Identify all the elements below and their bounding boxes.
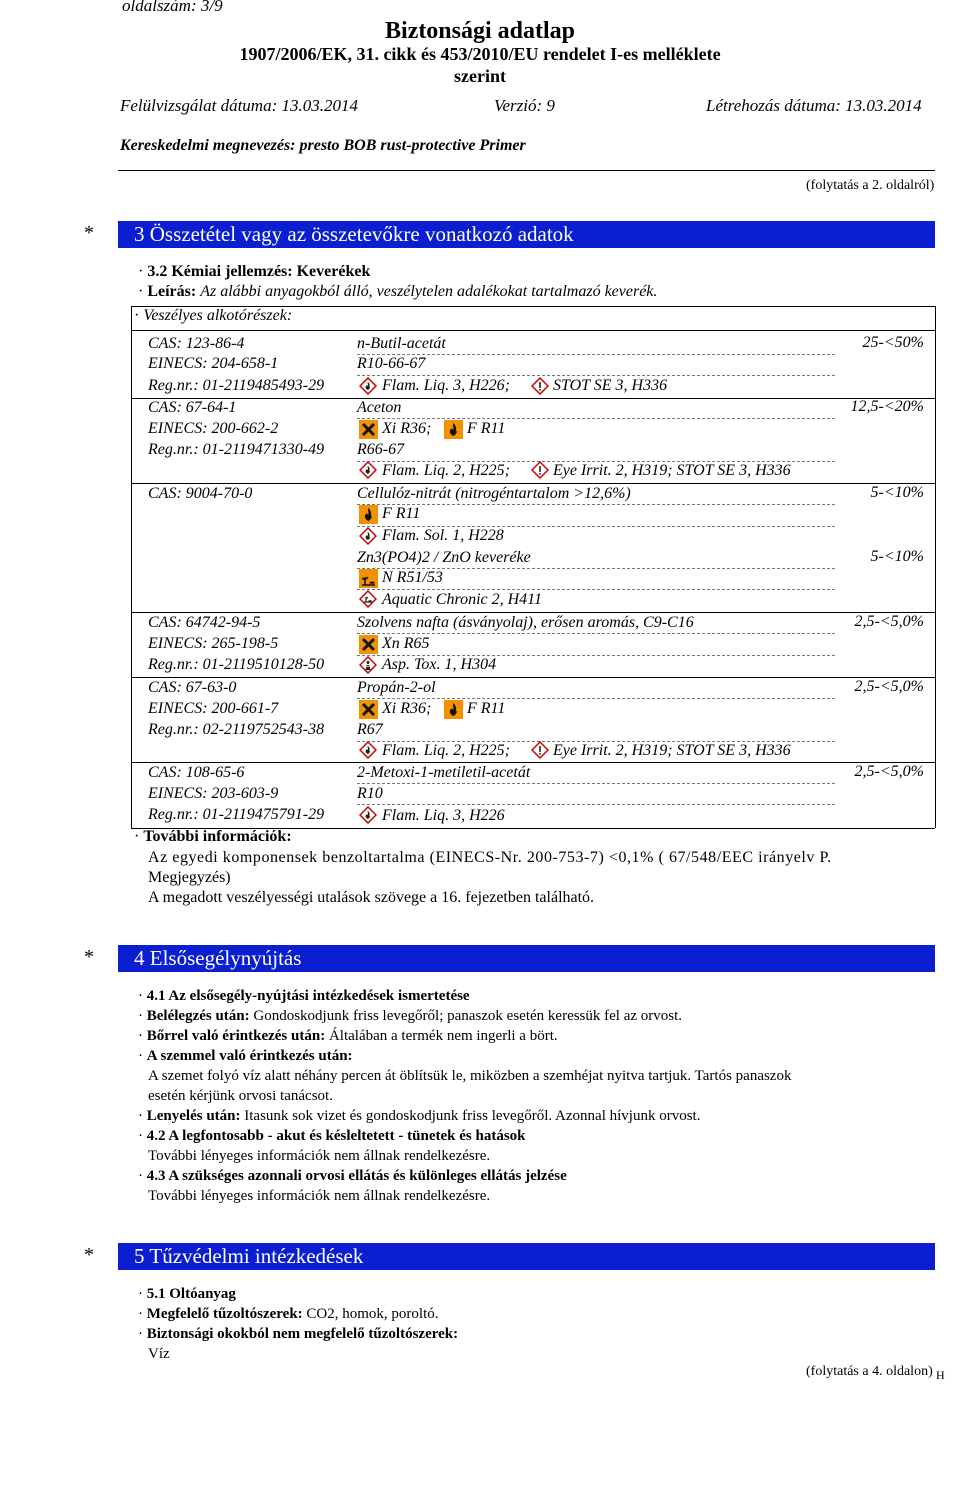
- s4-line-4: · A szemmel való érintkezés után:: [138, 1048, 353, 1064]
- s4-line-1: · 4.1 Az elsősegély-nyújtási intézkedések ismertetése: [138, 988, 470, 1004]
- row-5-clp: Asp. Tox. 1, H304: [382, 656, 497, 673]
- row-2-clp: Flam. Liq. 2, H225;: [382, 462, 510, 479]
- row-1-clp: Flam. Liq. 3, H226;: [382, 377, 510, 394]
- ingestion-label: Lenyelés után:: [146, 1108, 241, 1124]
- row-2-einecs: EINECS: 200-662-2: [148, 420, 279, 437]
- continued-to: (folytatás a 4. oldalon): [806, 1364, 933, 1379]
- row-4-name: Zn3(PO4)2 / ZnO keveréke: [357, 549, 531, 566]
- row-5-rule: [131, 677, 935, 678]
- environment-n-icon: [359, 569, 378, 588]
- flammable-f-icon: [359, 505, 378, 524]
- further-info-line: · További információk:: [134, 828, 292, 845]
- hazardous-label-line: · Veszélyes alkotórészek:: [134, 307, 293, 324]
- row-5-percent: 2,5-<5,0%: [854, 613, 924, 630]
- section-4-title: 4 Elsősegélynyújtás: [134, 946, 302, 970]
- row-2-regnr: Reg.nr.: 01-2119471330-49: [148, 441, 325, 458]
- section-5-title: 5 Tűzvédelmi intézkedések: [134, 1244, 364, 1268]
- row-2-dsd3: R66-67: [357, 441, 405, 458]
- s4-line-2: · Belélegzés után: Gondoskodjunk friss levegőről; panaszok esetén keressük fel az orvost.: [138, 1008, 683, 1024]
- inhalation-label: Belélegzés után:: [146, 1008, 250, 1024]
- row-7-sep2: [357, 804, 835, 805]
- page-number: oldalszám: 3/9: [122, 0, 223, 15]
- harmful-x-icon: [359, 420, 378, 439]
- inhalation-text: Gondoskodjunk friss levegőről; panaszok esetén keressük fel az orvost.: [253, 1008, 683, 1024]
- row-1-regnr: Reg.nr.: 01-2119485493-29: [148, 377, 325, 394]
- row-2-dsd2: F R11: [467, 420, 506, 437]
- s4-line-7: · 4.3 A szükséges azonnali orvosi ellátás és különleges ellátás jelzése: [138, 1168, 567, 1184]
- s4-line-6: · 4.2 A legfontosabb - akut és késleltetett - tünetek és hatások: [138, 1128, 526, 1144]
- exclamation-icon: [531, 377, 549, 395]
- flammable-f-icon: [444, 700, 463, 719]
- eye-label: A szemmel való érintkezés után:: [146, 1048, 353, 1064]
- continued-from: (folytatás a 2. oldalról): [806, 178, 935, 193]
- table-header-rule: [131, 330, 935, 331]
- row-5-dsd: Xn R65: [382, 635, 430, 652]
- row-7-sep: [357, 783, 835, 784]
- s4-heading-41: 4.1 Az elsősegély-nyújtási intézkedések ismertetése: [146, 988, 470, 1004]
- s4-text-43: További lényeges információk nem állnak rendelkezésre.: [148, 1188, 491, 1204]
- suitable-media-text: CO2, homok, poroltó.: [306, 1306, 439, 1322]
- description-label: Leírás:: [147, 283, 197, 300]
- skin-label: Bőrrel való érintkezés után:: [146, 1028, 326, 1044]
- row-6-dsd2: F R11: [467, 700, 506, 717]
- row-4-percent: 5-<10%: [870, 548, 924, 565]
- footer-mark: H: [936, 1368, 945, 1382]
- flame-icon: [359, 741, 377, 759]
- version: Verzió: 9: [494, 96, 555, 115]
- chem-char-label: 3.2 Kémiai jellemzés: Keverékek: [147, 263, 371, 280]
- row-6-dsd1: Xi R36;: [382, 700, 432, 717]
- document-title: Biztonsági adatlap: [384, 18, 576, 44]
- row-6-name: Propán-2-ol: [357, 679, 436, 696]
- row-6-rule: [131, 762, 935, 763]
- row-7-name: 2-Metoxi-1-metiletil-acetát: [357, 764, 531, 781]
- row-7-clp: Flam. Liq. 3, H226: [382, 807, 505, 824]
- row-2-clp2: Eye Irrit. 2, H319; STOT SE 3, H336: [553, 462, 791, 479]
- row-1-dsd: R10-66-67: [357, 355, 426, 372]
- flame-icon: [359, 806, 377, 824]
- row-3-clp: Flam. Sol. 1, H228: [382, 527, 504, 544]
- further-info-text-1: Az egyedi komponensek benzoltartalma (EINECS-Nr. 200-753-7) <0,1% ( 67/548/EEC irányelv P.: [148, 849, 832, 866]
- s5-line-2: · Megfelelő tűzoltószerek: CO2, homok, poroltó.: [138, 1306, 439, 1322]
- row-5-cas: CAS: 64742-94-5: [148, 614, 261, 631]
- flame-icon: [359, 527, 377, 545]
- trade-name: Kereskedelmi megnevezés: presto BOB rust-protective Primer: [120, 137, 526, 154]
- section-3-bar: [118, 221, 935, 248]
- harmful-x-icon: [359, 700, 378, 719]
- flammable-f-icon: [444, 420, 463, 439]
- further-info-text-2: Megjegyzés): [148, 869, 231, 886]
- row-1-einecs: EINECS: 204-658-1: [148, 355, 279, 372]
- row-4-clp: Aquatic Chronic 2, H411: [382, 591, 542, 608]
- row-2-percent: 12,5-<20%: [850, 398, 924, 415]
- row-1-name: n-Butil-acetát: [357, 335, 446, 352]
- row-6-dsd3: R67: [357, 721, 383, 738]
- revision-marker: *: [84, 946, 94, 968]
- row-2-name: Aceton: [357, 399, 402, 416]
- row-6-clp2: Eye Irrit. 2, H319; STOT SE 3, H336: [553, 742, 791, 759]
- row-3-name: Cellulóz-nitrát (nitrogéntartalom >12,6%): [357, 485, 631, 502]
- row-3-dsd: F R11: [382, 505, 421, 522]
- row-3-percent: 5-<10%: [870, 484, 924, 501]
- revision-marker: *: [84, 1244, 94, 1266]
- row-5-einecs: EINECS: 265-198-5: [148, 635, 279, 652]
- eye-text-1: A szemet folyó víz alatt néhány percen át öblítsük le, miközben a szemhéjat nyitva tartjuk. Tartós panaszok: [148, 1068, 792, 1084]
- regulation-szerint: szerint: [454, 66, 506, 86]
- row-5-regnr: Reg.nr.: 01-2119510128-50: [148, 656, 325, 673]
- s4-line-3: · Bőrrel való érintkezés után: Általában a termék nem ingerli a bört.: [138, 1028, 558, 1044]
- row-2-cas: CAS: 67-64-1: [148, 399, 237, 416]
- environment-icon: [359, 590, 377, 608]
- chem-char-line: · 3.2 Kémiai jellemzés: Keverékek: [138, 263, 371, 280]
- table-left-rule: [131, 306, 132, 828]
- s4-heading-42: 4.2 A legfontosabb - akut és késleltetett - tünetek és hatások: [146, 1128, 526, 1144]
- skin-text: Általában a termék nem ingerli a bört.: [328, 1028, 558, 1044]
- header-rule: [118, 170, 935, 171]
- row-6-percent: 2,5-<5,0%: [854, 678, 924, 695]
- row-3-sep: [357, 504, 835, 505]
- regulation-line: 1907/2006/EK, 31. cikk és 453/2010/EU rendelet I-es melléklete: [239, 44, 721, 64]
- row-7-cas: CAS: 108-65-6: [148, 764, 245, 781]
- revision-marker: *: [84, 222, 94, 244]
- description-text: Az alábbi anyagokból álló, veszélytelen adalékokat tartalmazó keverék.: [200, 283, 658, 300]
- unsuitable-media-text: Víz: [148, 1346, 170, 1362]
- s4-line-5: · Lenyelés után: Itasunk sok vizet és gondoskodjunk friss levegőről. Azonnal hívjunk orvost.: [138, 1108, 701, 1124]
- flame-icon: [359, 461, 377, 479]
- s4-heading-43: 4.3 A szükséges azonnali orvosi ellátás és különleges ellátás jelzése: [146, 1168, 567, 1184]
- s5-line-3: · Biztonsági okokból nem megfelelő tűzoltószerek:: [138, 1326, 459, 1342]
- unsuitable-media-label: Biztonsági okokból nem megfelelő tűzoltószerek:: [146, 1326, 459, 1342]
- flame-icon: [359, 377, 377, 395]
- row-1-rule: [131, 398, 935, 399]
- further-info-label: További információk:: [143, 828, 292, 845]
- further-info-text-3: A megadott veszélyességi utalások szövege a 16. fejezetben található.: [148, 889, 595, 906]
- section-5-bar: [118, 1243, 935, 1270]
- row-6-regnr: Reg.nr.: 02-2119752543-38: [148, 721, 325, 738]
- s4-text-42: További lényeges információk nem állnak rendelkezésre.: [148, 1148, 491, 1164]
- s5-heading-51: 5.1 Oltóanyag: [146, 1286, 236, 1302]
- row-7-percent: 2,5-<5,0%: [854, 763, 924, 780]
- s5-line-1: · 5.1 Oltóanyag: [138, 1286, 236, 1302]
- row-6-einecs: EINECS: 200-661-7: [148, 700, 279, 717]
- row-1-cas: CAS: 123-86-4: [148, 335, 245, 352]
- table-right-rule: [935, 306, 936, 828]
- section-4-bar: [118, 945, 935, 972]
- row-2-dsd1: Xi R36;: [382, 420, 432, 437]
- row-6-cas: CAS: 67-63-0: [148, 679, 237, 696]
- row-1-clp2: STOT SE 3, H336: [553, 377, 668, 394]
- row-7-dsd: R10: [357, 785, 383, 802]
- ingestion-text: Itasunk sok vizet és gondoskodjunk friss levegőről. Azonnal hívjunk orvost.: [244, 1108, 701, 1124]
- row-1-sep: [357, 354, 835, 355]
- harmful-x-icon: [359, 635, 378, 654]
- row-5-name: Szolvens nafta (ásványolaj), erősen aromás, C9-C16: [357, 614, 694, 631]
- row-7-regnr: Reg.nr.: 01-2119475791-29: [148, 806, 325, 823]
- review-date: Felülvizsgálat dátuma: 13.03.2014: [120, 96, 358, 115]
- exclamation-icon: [531, 461, 549, 479]
- eye-text-2: esetén kérjünk orvosi tanácsot.: [148, 1088, 333, 1104]
- section-3-title: 3 Összetétel vagy az összetevőkre vonatkozó adatok: [134, 222, 574, 246]
- row-4-dsd: N R51/53: [382, 569, 443, 586]
- description-line: · Leírás: Az alábbi anyagokból álló, veszélytelen adalékokat tartalmazó keverék.: [138, 283, 658, 300]
- row-1-percent: 25-<50%: [862, 334, 924, 351]
- exclamation-icon: [531, 741, 549, 759]
- row-3-cas: CAS: 9004-70-0: [148, 485, 253, 502]
- creation-date: Létrehozás dátuma: 13.03.2014: [706, 96, 922, 115]
- row-6-clp: Flam. Liq. 2, H225;: [382, 742, 510, 759]
- health-hazard-icon: [359, 656, 377, 674]
- suitable-media-label: Megfelelő tűzoltószerek:: [146, 1306, 303, 1322]
- hazardous-label: Veszélyes alkotórészek:: [143, 307, 293, 324]
- row-7-einecs: EINECS: 203-603-9: [148, 785, 279, 802]
